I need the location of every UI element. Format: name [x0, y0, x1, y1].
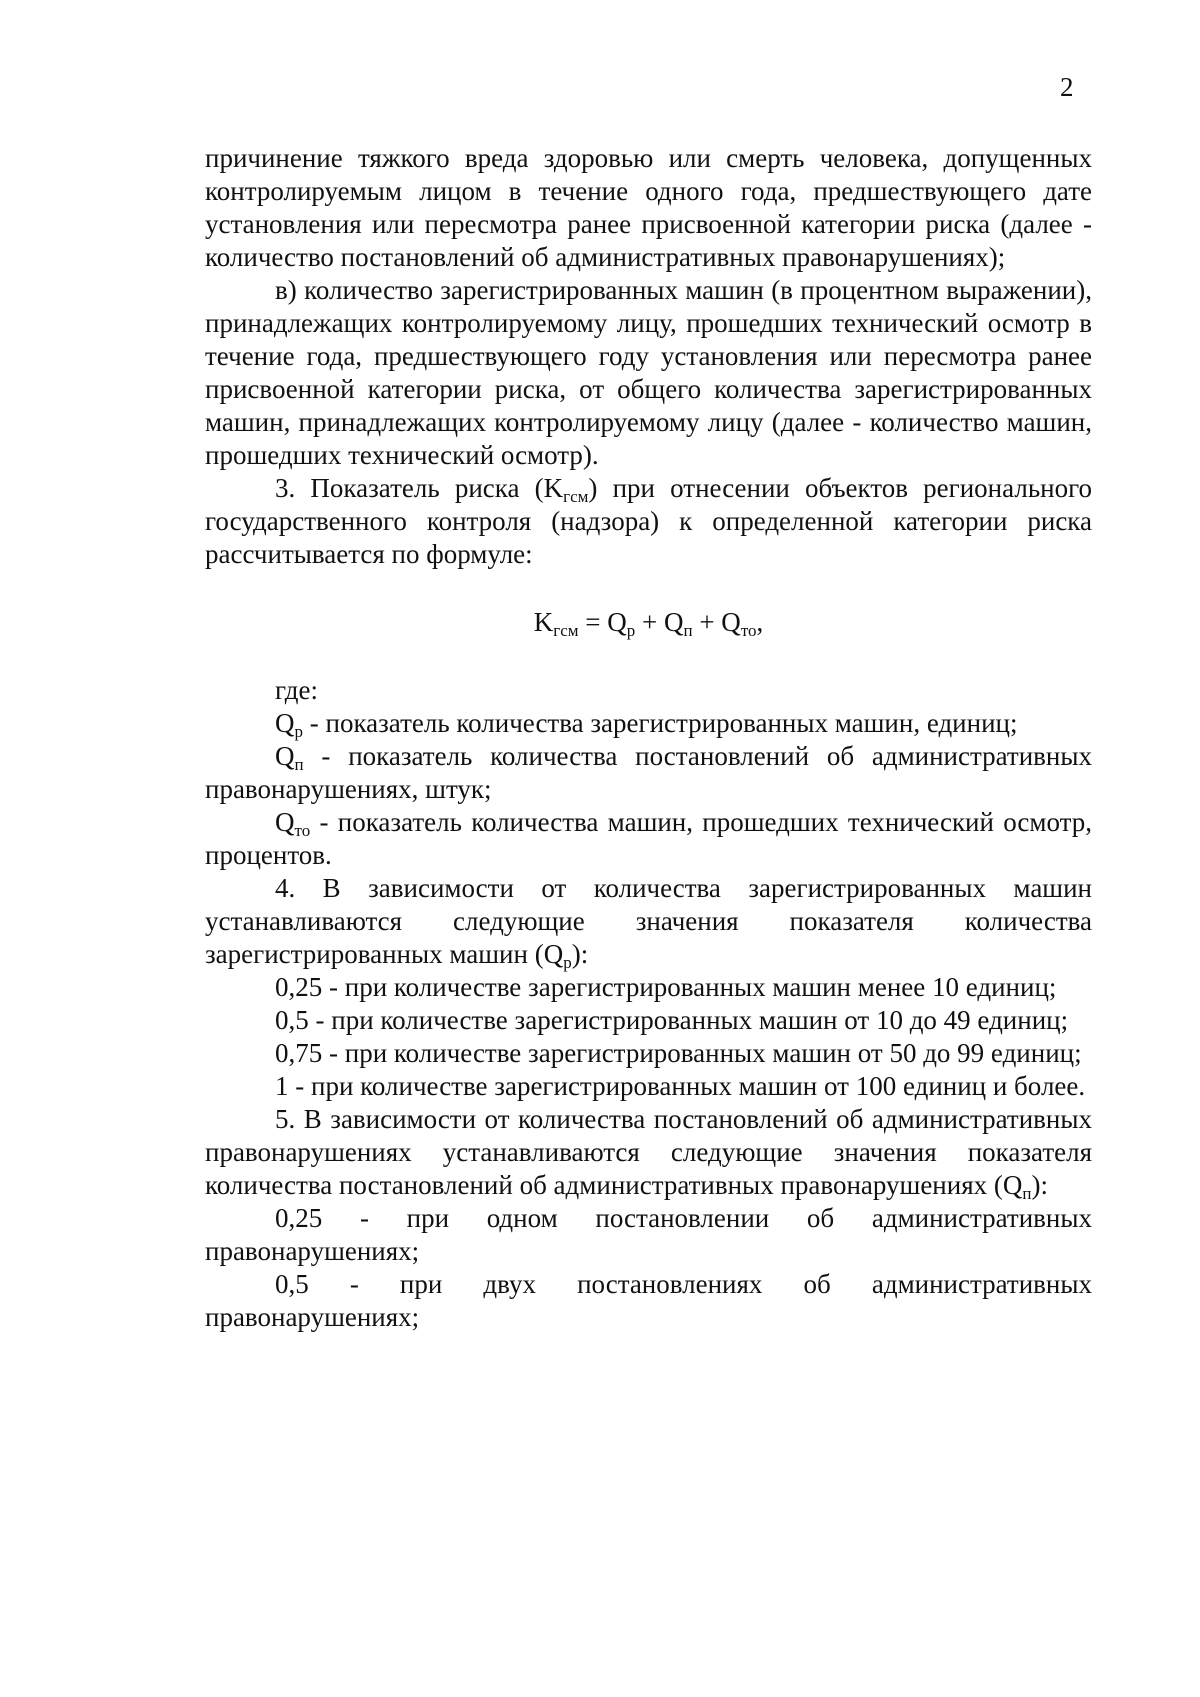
formula-equals-q: = Q — [578, 607, 627, 637]
machines-value-3: 0,75 - при количестве зарегистрированных машин от 50 до 99 единиц; — [275, 1038, 1082, 1068]
paragraph-3-subscript: гсм — [563, 487, 589, 506]
risk-formula — [205, 606, 1092, 639]
paragraph-5-subscript: п — [1022, 1184, 1032, 1203]
formula-q1-subscript: р — [626, 621, 636, 640]
definition-qr-subscript: р — [294, 722, 303, 741]
paragraph-3-text-start: 3. Показатель риска (K — [275, 473, 564, 503]
definition-qp-symbol: Q — [275, 741, 295, 771]
paragraph-4-subscript: р — [563, 953, 572, 972]
paragraph-4-text-end: ): — [571, 939, 589, 969]
formula-k: K — [533, 607, 554, 637]
formula-plus-q-1: + Q — [635, 607, 684, 637]
document-body — [205, 142, 1092, 1334]
violations-value-1: 0,25 - при одном постановлении об административных правонарушениях; — [205, 1203, 1092, 1266]
machines-value-2: 0,5 - при количестве зарегистрированных машин от 10 до 49 единиц; — [275, 1005, 1069, 1035]
paragraph-5-text-start: 5. В зависимости от количества постановлений об административных правонарушениях устанавливаются следующие значения показателя количества постановлений об административных правонарушениях (Q — [205, 1104, 1092, 1200]
paragraph-3-text-end: ) при отнесении объектов регионального государственного контроля (надзора) к определенной категории риска рассчитывается по формуле: — [205, 473, 1092, 569]
definition-qto-text: - показатель количества машин, прошедших технический осмотр, процентов. — [205, 807, 1092, 870]
machines-value-4: 1 - при количестве зарегистрированных машин от 100 единиц и более. — [275, 1071, 1086, 1101]
formula-q3-subscript: то — [740, 621, 757, 640]
definition-qto — [205, 806, 1092, 872]
paragraph-5 — [205, 1103, 1092, 1202]
formula-q2-subscript: п — [683, 621, 693, 640]
violations-value-2: 0,5 - при двух постановлениях об административных правонарушениях; — [205, 1269, 1092, 1332]
formula-k-subscript: гсм — [553, 621, 579, 640]
definition-qto-subscript: то — [294, 821, 311, 840]
paragraph-3 — [205, 472, 1092, 571]
definition-qp-subscript: п — [294, 755, 304, 774]
where-label: где: — [275, 675, 318, 705]
definition-qr-text: - показатель количества зарегистрированных машин, единиц; — [303, 708, 1018, 738]
definition-qr — [205, 707, 1092, 740]
page-number: 2 — [1060, 72, 1074, 102]
definition-qto-symbol: Q — [275, 807, 295, 837]
paragraph-item-v: в) количество зарегистрированных машин (в процентном выражении), принадлежащих контролируемому лицу, прошедших технический осмотр в течение года, предшествующего году установления или пересмотра ранее присвоенной категории риска, от общего количества зарегистрированных машин, принадлежащих контролируемому лицу (далее - количество машин, прошедших технический осмотр). — [205, 275, 1092, 470]
formula-plus-q-2: + Q — [692, 607, 741, 637]
paragraph-4-text-start: 4. В зависимости от количества зарегистрированных машин устанавливаются следующие значения показателя количества зарегистрированных машин (Q — [205, 873, 1092, 969]
machines-value-1: 0,25 - при количестве зарегистрированных машин менее 10 единиц; — [275, 972, 1057, 1002]
paragraph-4 — [205, 872, 1092, 971]
definition-qr-symbol: Q — [275, 708, 295, 738]
paragraph-5-text-end: ): — [1031, 1170, 1048, 1200]
definition-qp-text: - показатель количества постановлений об административных правонарушениях, штук; — [205, 741, 1092, 804]
definition-qp — [205, 740, 1092, 806]
paragraph-harm-continuation: причинение тяжкого вреда здоровью или смерть человека, допущенных контролируемым лицом в течение одного года, предшествующего дате установления или пересмотра ранее присвоенной категории риска (далее - количество постановлений об административных правонарушениях); — [205, 143, 1092, 272]
formula-end: , — [756, 607, 764, 637]
